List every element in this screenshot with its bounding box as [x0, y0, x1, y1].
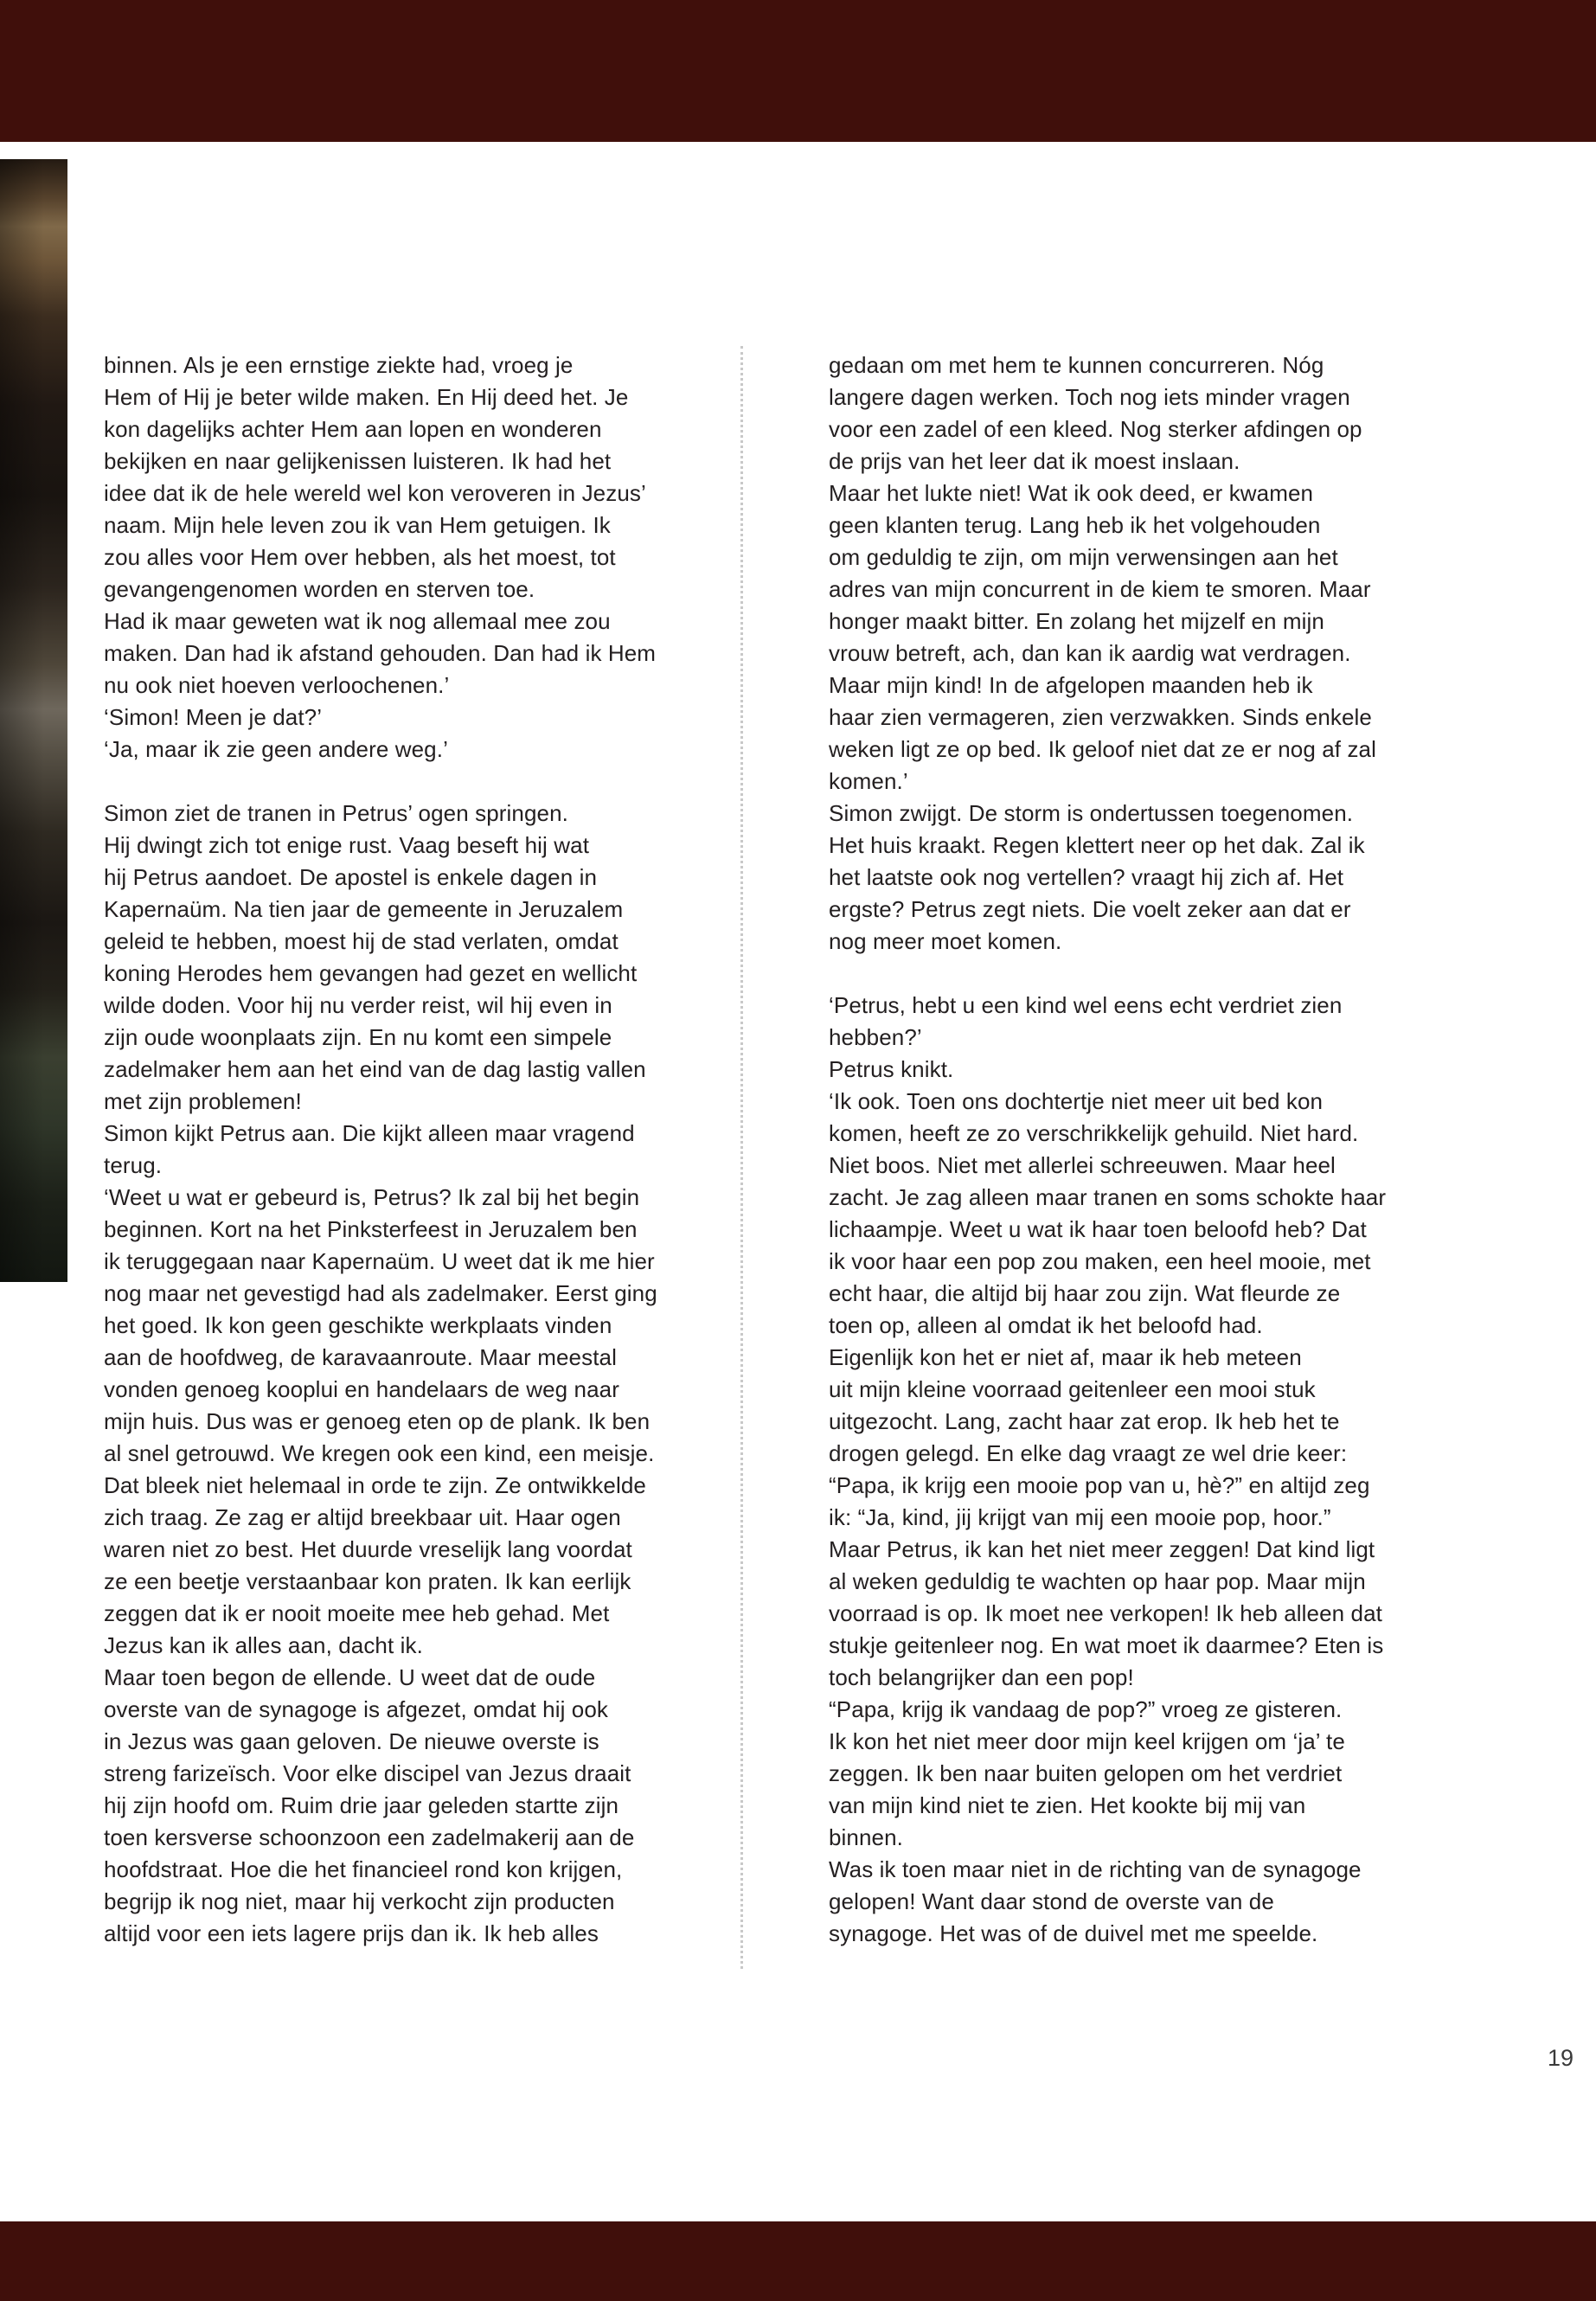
text-line: maken. Dan had ik afstand gehouden. Dan had ik Hem: [104, 640, 657, 666]
text-line: zich traag. Ze zag er altijd breekbaar uit. Haar ogen: [104, 1504, 621, 1530]
text-line: ergste? Petrus zegt niets. Die voelt zeker aan dat er: [829, 896, 1351, 922]
text-line: ‘Petrus, hebt u een kind wel eens echt verdriet zien: [829, 992, 1343, 1018]
text-line: zeggen dat ik er nooit moeite mee heb gehad. Met: [104, 1600, 610, 1626]
text-line: aan de hoofdweg, de karavaanroute. Maar meestal: [104, 1344, 617, 1370]
text-line: altijd voor een iets lagere prijs dan ik. Ik heb alles: [104, 1920, 599, 1946]
text-line: honger maakt bitter. En zolang het mijzelf en mijn: [829, 608, 1324, 634]
text-line: komen, heeft ze zo verschrikkelijk gehuild. Niet hard.: [829, 1120, 1359, 1146]
text-line: vrouw betreft, ach, dan kan ik aardig wat verdragen.: [829, 640, 1351, 666]
text-line: ik: “Ja, kind, jij krijgt van mij een mooie pop, hoor.”: [829, 1504, 1331, 1530]
text-line: stukje geitenleer nog. En wat moet ik daarmee? Eten is: [829, 1632, 1384, 1658]
text-line: gelopen! Want daar stond de overste van de: [829, 1888, 1274, 1914]
text-line: Had ik maar geweten wat ik nog allemaal mee zou: [104, 608, 611, 634]
text-column-left: [104, 349, 709, 1950]
text-line: bekijken en naar gelijkenissen luisteren. Ik had het: [104, 448, 612, 474]
text-line: al snel getrouwd. We kregen ook een kind, een meisje.: [104, 1440, 655, 1466]
storm-photo-edge-strip: [0, 159, 67, 1282]
text-line: gedaan om met hem te kunnen concurreren. Nóg: [829, 352, 1324, 378]
text-line: in Jezus was gaan geloven. De nieuwe overste is: [104, 1728, 599, 1754]
text-line: komen.’: [829, 768, 908, 794]
text-line: Eigenlijk kon het er niet af, maar ik heb meteen: [829, 1344, 1302, 1370]
text-line: vonden genoeg kooplui en handelaars de weg naar: [104, 1376, 619, 1402]
text-line: al weken geduldig te wachten op haar pop. Maar mijn: [829, 1568, 1366, 1594]
text-line: Dat bleek niet helemaal in orde te zijn. Ze ontwikkelde: [104, 1472, 646, 1498]
text-line: toen kersverse schoonzoon een zadelmakerij aan de: [104, 1824, 635, 1850]
text-line: voor een zadel of een kleed. Nog sterker afdingen op: [829, 416, 1362, 442]
text-line: drogen gelegd. En elke dag vraagt ze wel drie keer:: [829, 1440, 1348, 1466]
text-line: Was ik toen maar niet in de richting van de synagoge: [829, 1856, 1362, 1882]
text-line: zijn oude woonplaats zijn. En nu komt een simpele: [104, 1024, 612, 1050]
text-line: haar zien vermageren, zien verzwakken. Sinds enkele: [829, 704, 1372, 730]
text-line: zou alles voor Hem over hebben, als het moest, tot: [104, 544, 616, 570]
text-column-right: [829, 349, 1434, 1950]
text-line: beginnen. Kort na het Pinksterfeest in Jeruzalem ben: [104, 1216, 638, 1242]
text-line: kon dagelijks achter Hem aan lopen en wonderen: [104, 416, 602, 442]
text-line: Simon kijkt Petrus aan. Die kijkt alleen maar vragend: [104, 1120, 635, 1146]
text-line: gevangengenomen worden en sterven toe.: [104, 576, 535, 602]
text-line: Maar het lukte niet! Wat ik ook deed, er kwamen: [829, 480, 1314, 506]
text-line: Kapernaüm. Na tien jaar de gemeente in Jeruzalem: [104, 896, 624, 922]
text-line: Simon zwijgt. De storm is ondertussen toegenomen.: [829, 800, 1354, 826]
text-line: weken ligt ze op bed. Ik geloof niet dat ze er nog af zal: [829, 736, 1376, 762]
text-line: koning Herodes hem gevangen had gezet en wellicht: [104, 960, 638, 986]
text-line: de prijs van het leer dat ik moest inslaan.: [829, 448, 1240, 474]
text-line: hij zijn hoofd om. Ruim drie jaar geleden startte zijn: [104, 1792, 619, 1818]
text-line: hoofdstraat. Hoe die het financieel rond kon krijgen,: [104, 1856, 623, 1882]
text-line: toch belangrijker dan een pop!: [829, 1664, 1134, 1690]
text-line: om geduldig te zijn, om mijn verwensingen aan het: [829, 544, 1338, 570]
text-line: nu ook niet hoeven verloochenen.’: [104, 672, 450, 698]
text-line: langere dagen werken. Toch nog iets minder vragen: [829, 384, 1350, 410]
text-line: hij Petrus aandoet. De apostel is enkele dagen in: [104, 864, 598, 890]
text-line: binnen.: [829, 1824, 903, 1850]
text-line: hebben?’: [829, 1024, 922, 1050]
text-line: echt haar, die altijd bij haar zou zijn. Wat fleurde ze: [829, 1280, 1341, 1306]
text-line: Maar mijn kind! In de afgelopen maanden heb ik: [829, 672, 1313, 698]
text-line: ‘Ja, maar ik zie geen andere weg.’: [104, 736, 448, 762]
text-line: Niet boos. Niet met allerlei schreeuwen. Maar heel: [829, 1152, 1336, 1178]
text-line: ‘Weet u wat er gebeurd is, Petrus? Ik zal bij het begin: [104, 1184, 640, 1210]
column-divider: [740, 346, 743, 1969]
text-line: Maar Petrus, ik kan het niet meer zeggen! Dat kind ligt: [829, 1536, 1375, 1562]
text-line: naam. Mijn hele leven zou ik van Hem getuigen. Ik: [104, 512, 611, 538]
text-line: Simon ziet de tranen in Petrus’ ogen springen.: [104, 800, 568, 826]
text-line: toen op, alleen al omdat ik het beloofd had.: [829, 1312, 1263, 1338]
text-line: zadelmaker hem aan het eind van de dag lastig vallen: [104, 1056, 646, 1082]
text-line: Hem of Hij je beter wilde maken. En Hij deed het. Je: [104, 384, 629, 410]
text-line: Ik kon het niet meer door mijn keel krijgen om ‘ja’ te: [829, 1728, 1345, 1754]
text-line: [104, 766, 709, 798]
text-line: binnen. Als je een ernstige ziekte had, vroeg je: [104, 352, 574, 378]
text-line: overste van de synagoge is afgezet, omdat hij ook: [104, 1696, 609, 1722]
text-line: waren niet zo best. Het duurde vreselijk lang voordat: [104, 1536, 632, 1562]
text-line: “Papa, ik krijg een mooie pop van u, hè?” en altijd zeg: [829, 1472, 1370, 1498]
text-line: het goed. Ik kon geen geschikte werkplaats vinden: [104, 1312, 612, 1338]
text-line: ze een beetje verstaanbaar kon praten. Ik kan eerlijk: [104, 1568, 631, 1594]
text-line: begrijp ik nog niet, maar hij verkocht zijn producten: [104, 1888, 615, 1914]
bottom-color-bar: [0, 2221, 1596, 2301]
text-line: streng farizeïsch. Voor elke discipel van Jezus draait: [104, 1760, 631, 1786]
text-line: idee dat ik de hele wereld wel kon veroveren in Jezus’: [104, 480, 646, 506]
text-line: terug.: [104, 1152, 163, 1178]
text-line: “Papa, krijg ik vandaag de pop?” vroeg ze gisteren.: [829, 1696, 1343, 1722]
text-line: geen klanten terug. Lang heb ik het volgehouden: [829, 512, 1321, 538]
page-number: 19: [1547, 2045, 1574, 2071]
top-color-bar: [0, 0, 1596, 142]
text-line: Het huis kraakt. Regen klettert neer op het dak. Zal ik: [829, 832, 1365, 858]
text-line: met zijn problemen!: [104, 1088, 302, 1114]
text-line: wilde doden. Voor hij nu verder reist, wil hij even in: [104, 992, 612, 1018]
text-line: [829, 958, 1434, 990]
text-line: lichaampje. Weet u wat ik haar toen beloofd heb? Dat: [829, 1216, 1367, 1242]
text-line: ‘Simon! Meen je dat?’: [104, 704, 323, 730]
text-line: adres van mijn concurrent in de kiem te smoren. Maar: [829, 576, 1371, 602]
text-line: uit mijn kleine voorraad geitenleer een mooi stuk: [829, 1376, 1316, 1402]
text-line: Jezus kan ik alles aan, dacht ik.: [104, 1632, 423, 1658]
text-line: synagoge. Het was of de duivel met me speelde.: [829, 1920, 1318, 1946]
text-line: het laatste ook nog vertellen? vraagt hij zich af. Het: [829, 864, 1344, 890]
text-line: Hij dwingt zich tot enige rust. Vaag beseft hij wat: [104, 832, 590, 858]
text-line: nog maar net gevestigd had als zadelmaker. Eerst ging: [104, 1280, 657, 1306]
text-line: uitgezocht. Lang, zacht haar zat erop. Ik heb het te: [829, 1408, 1340, 1434]
text-line: voorraad is op. Ik moet nee verkopen! Ik heb alleen dat: [829, 1600, 1382, 1626]
text-line: nog meer moet komen.: [829, 928, 1062, 954]
text-line: zacht. Je zag alleen maar tranen en soms schokte haar: [829, 1184, 1387, 1210]
text-line: Petrus knikt.: [829, 1056, 954, 1082]
text-line: geleid te hebben, moest hij de stad verlaten, omdat: [104, 928, 619, 954]
text-line: Maar toen begon de ellende. U weet dat de oude: [104, 1664, 596, 1690]
text-line: ik teruggegaan naar Kapernaüm. U weet dat ik me hier: [104, 1248, 655, 1274]
text-line: ik voor haar een pop zou maken, een heel mooie, met: [829, 1248, 1371, 1274]
text-line: zeggen. Ik ben naar buiten gelopen om het verdriet: [829, 1760, 1343, 1786]
text-line: ‘Ik ook. Toen ons dochtertje niet meer uit bed kon: [829, 1088, 1324, 1114]
text-line: mijn huis. Dus was er genoeg eten op de plank. Ik ben: [104, 1408, 651, 1434]
text-line: van mijn kind niet te zien. Het kookte bij mij van: [829, 1792, 1306, 1818]
